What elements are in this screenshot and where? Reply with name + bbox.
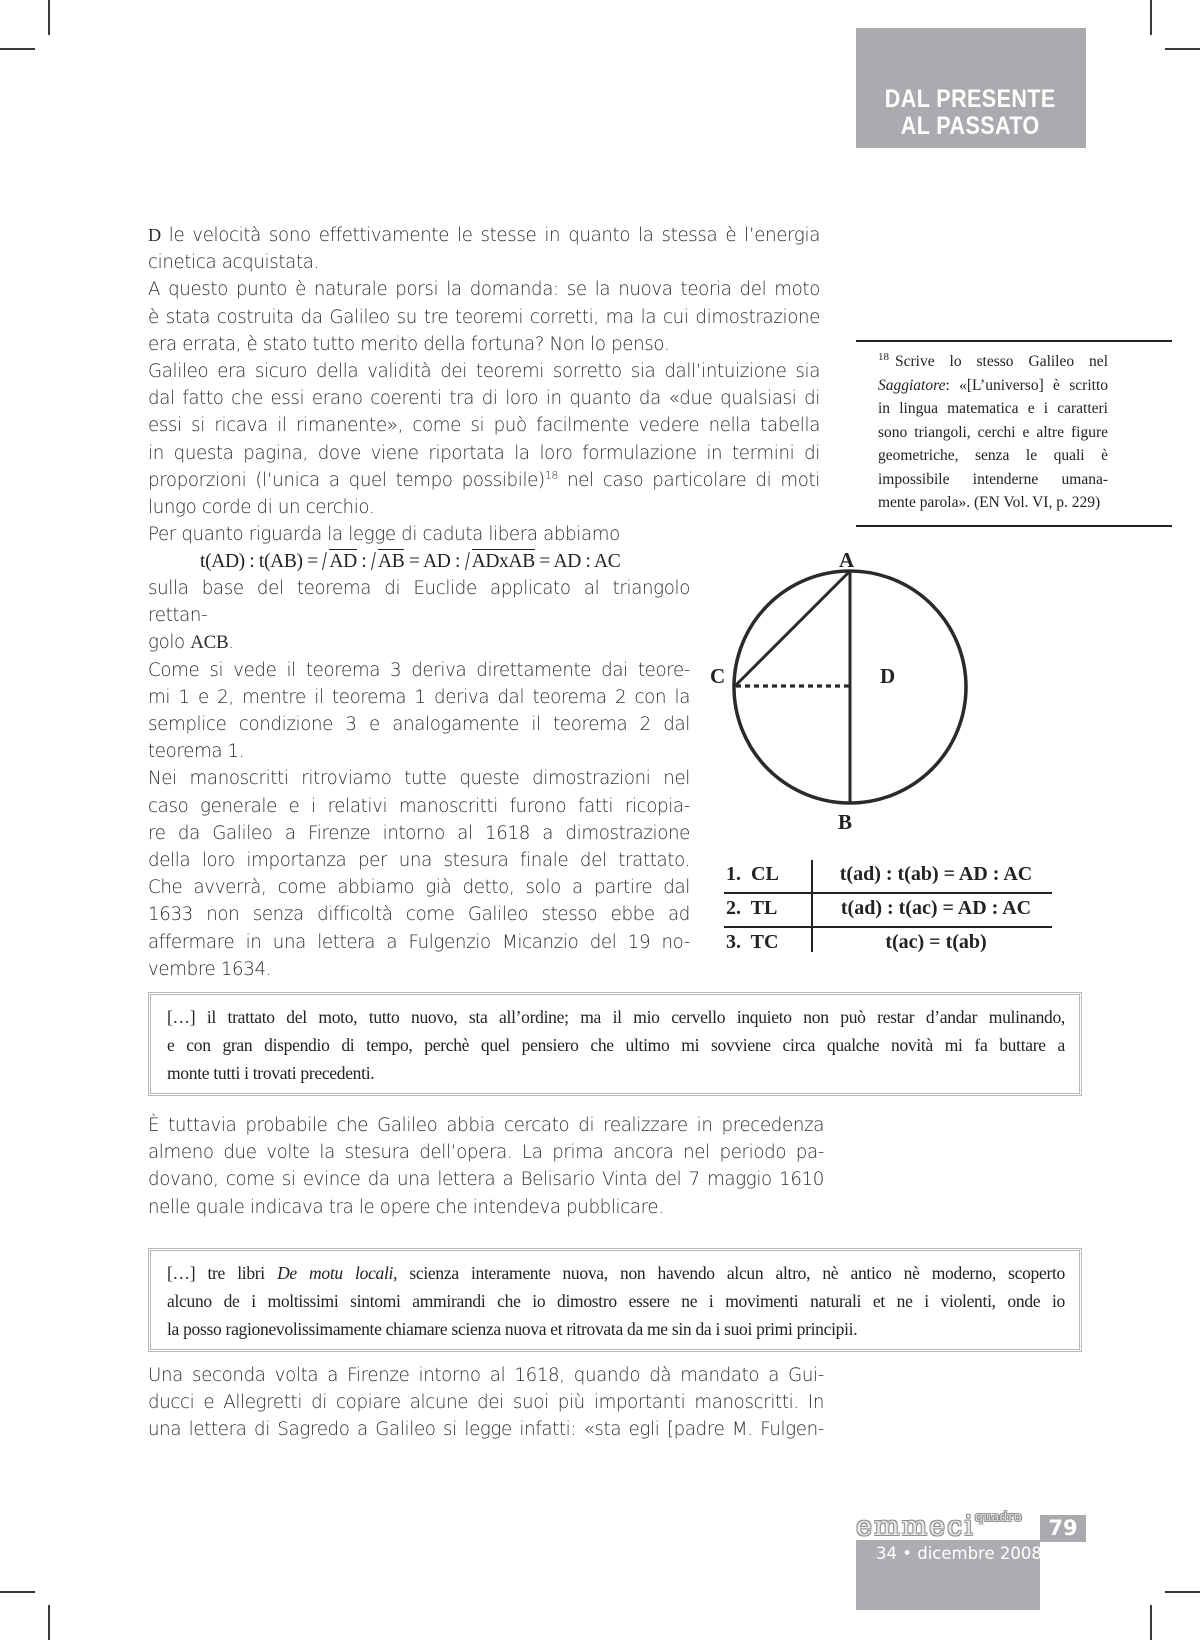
text-span: proporzioni (l’unica a quel tempo possibile) [148, 469, 545, 491]
text-line: caso generale e i relativi manoscritti furono fatti ricopia- [148, 795, 690, 817]
theorem-formula: t(ac) = t(ab) [885, 931, 987, 953]
text-line [148, 467, 820, 494]
section-title [885, 86, 1056, 140]
text-line: dal fatto che essi erano coerenti tra di loro in quanto da «due qualsiasi di [148, 388, 820, 410]
footnote-line [878, 350, 1108, 374]
footnote-line: sono triangoli, cerchi e altre figure [878, 423, 1108, 441]
footnote-line: in lingua matematica e i caratteri [878, 400, 1108, 417]
main-text-narrow [148, 575, 690, 983]
footnote-line [878, 374, 1108, 398]
table-row [724, 860, 1052, 894]
text-span: Scrive lo stesso Galileo nel [895, 353, 1108, 370]
quote-text [151, 1251, 1079, 1351]
point-label-b: B [838, 810, 853, 834]
point-label-a: A [839, 548, 855, 572]
text-line: mi 1 e 2, mentre il teorema 1 deriva dal teorema 2 con la [148, 686, 690, 708]
quote-line: alcuno de i moltissimi sintomi ammirandi che io dimostro essere ne i movimenti naturali et ne i violenti, onde io [167, 1291, 1065, 1311]
magazine-logo [856, 1510, 1022, 1542]
text-span: nel caso particolare di moti [558, 469, 820, 491]
main-text-p8 [148, 1362, 824, 1444]
text-line: Come si vede il teorema 3 deriva direttamente dai teore- [148, 659, 690, 681]
sqrt-symbol [322, 548, 356, 575]
text-line: almeno due volte la stesura dell’opera. La prima ancora nel periodo pa- [148, 1142, 824, 1164]
logo-text: emmeci [856, 1511, 975, 1542]
formula-part: = AD : [404, 551, 465, 573]
dropcap-letter: D [148, 225, 161, 245]
theorem-table [724, 860, 1052, 960]
crop-mark [48, 1605, 50, 1640]
quote-line: monte tutti i trovati precedenti. [167, 1063, 375, 1083]
formula-part: : [356, 551, 371, 573]
text-line: vembre 1634. [148, 958, 272, 980]
triangle-label: ACB [190, 632, 229, 654]
footnote-line: mente parola». (EN Vol. VI, p. 229) [878, 494, 1101, 511]
formula-part: t(AD) : t(AB) = [200, 551, 323, 573]
table-row [724, 928, 1052, 960]
text-line: È tuttavia probabile che Galileo abbia cercato di realizzare in precedenza [148, 1115, 824, 1136]
text-span: , scienza interamente nuova, non havendo alcun altro, nè antico nè moderno, scoperto [393, 1263, 1065, 1283]
sqrt-symbol [371, 548, 404, 575]
text-line: 1633 non senza difficoltà come Galileo stesso ebbe ad [148, 904, 690, 926]
text-line: A questo punto è naturale porsi la domanda: se la nuova teoria del moto [148, 279, 820, 301]
quote-box-2 [148, 1248, 1082, 1352]
theorem-label: 1. CL [726, 863, 779, 885]
theorem-label: 2. TL [726, 897, 778, 919]
formula-part: ADxAB [471, 551, 535, 573]
section-title-line2: AL PASSATO [901, 112, 1041, 140]
text-line: sulla base del teorema di Euclide applicato al triangolo rettan- [148, 578, 690, 627]
footnote-text [878, 350, 1108, 515]
formula-part: AD [329, 551, 357, 573]
text-line: affermare in una lettera a Fulgenzio Micanzio del 19 no- [148, 931, 690, 953]
table-column-divider [811, 860, 813, 952]
text-span: le velocità sono effettivamente le stesse in quanto la stessa è l’energia [160, 225, 820, 246]
circle-chord-diagram [700, 540, 990, 840]
formula-part: AB [377, 551, 405, 573]
text-line: nelle quale indicava tra le opere che intendeva pubblicare. [148, 1196, 664, 1218]
footnote-line: geometriche, senza le quali è [878, 447, 1108, 464]
quote-line: […] il trattato del moto, tutto nuovo, sta all’ordine; ma il mio cervello inquieto non può restar d’andar mulinando, [167, 1007, 1065, 1027]
text-line: lungo corde di un cerchio. [148, 497, 375, 519]
text-line: è stata costruita da Galileo su tre teoremi corretti, ma la cui dimostrazione [148, 306, 820, 328]
text-line: Galileo era sicuro della validità dei teoremi sorretto sia dall’intuizione sia [148, 361, 820, 383]
crop-mark [1150, 0, 1152, 35]
book-title: De motu locali [277, 1263, 394, 1283]
quote-line [167, 1259, 1065, 1287]
text-line [148, 222, 820, 249]
crop-mark [1150, 1605, 1152, 1640]
section-header [856, 28, 1086, 148]
table-row [724, 894, 1052, 928]
section-title-line1: DAL PRESENTE [885, 85, 1056, 113]
text-line: essi si ricava il rimanente», come si può facilmente vedere nella tabella [148, 415, 820, 437]
crop-mark [1165, 48, 1200, 50]
point-label-d: D [880, 664, 896, 688]
text-span: : «[L’universo] è scritto [945, 376, 1108, 394]
text-line: semplice condizione 3 e analogamente il teorema 2 dal [148, 714, 690, 736]
sqrt-symbol [465, 548, 535, 575]
quote-line: la posso ragionevolissimamente chiamare scienza nuova et ritrovata da me sin da i suoi primi principii. [167, 1319, 858, 1339]
page-number: 79 [1040, 1515, 1086, 1542]
text-line: era errata, è stato tutto merito della fortuna? Non lo penso. [148, 333, 670, 355]
text-line: ducci e Allegretti di copiare alcune dei suoi più importanti manoscritti. In [148, 1392, 824, 1414]
quote-line: e con gran dispendio di tempo, perchè quel pensiero che ultimo mi sovviene circa qualche novità mi fa buttare a [167, 1035, 1065, 1055]
footnote-18 [856, 340, 1172, 527]
text-line: Per quanto riguarda la legge di caduta libera abbiamo [148, 524, 620, 546]
theorem-formula: t(ad) : t(ac) = AD : AC [840, 897, 1032, 919]
quote-box-1 [148, 992, 1082, 1096]
point-label-c: C [710, 664, 726, 688]
text-line: una lettera di Sagredo a Galileo si legge infatti: «sta egli [padre M. Fulgen- [148, 1419, 824, 1441]
text-line: re da Galileo a Firenze intorno al 1618 a dimostrazione [148, 822, 690, 844]
crop-mark [1165, 1591, 1200, 1593]
main-text-p7 [148, 1112, 824, 1221]
book-title: Saggiatore [878, 376, 946, 394]
text-line: Nei manoscritti ritroviamo tutte queste dimostrazioni nel [148, 768, 690, 790]
crop-mark [48, 0, 50, 35]
text-line: Una seconda volta a Firenze intorno al 1618, quando dà mandato a Gui- [148, 1365, 824, 1386]
text-span: golo [148, 632, 191, 654]
text-line: in questa pagina, dove viene riportata la loro formulazione in termini di [148, 442, 820, 464]
text-line [148, 629, 690, 656]
footnote-ref-18[interactable]: 18 [544, 468, 559, 482]
text-line: cinetica acquistata. [148, 252, 319, 274]
text-line: dovano, come si evince da una lettera a Belisario Vinta del 7 maggio 1610 [148, 1169, 824, 1191]
main-text-upper [148, 222, 820, 575]
footnote-line: impossibile intenderne umana- [878, 470, 1108, 488]
issue-date: 34 • dicembre 2008 [876, 1544, 1042, 1563]
text-line: teorema 1. [148, 741, 245, 763]
formula-part: = AD : AC [534, 551, 621, 573]
footnote-number: 18 [878, 350, 889, 363]
theorem-label: 3. TC [726, 931, 779, 953]
text-line: Che avverrà, come abbiamo già detto, solo a partire dal [148, 877, 690, 899]
text-span: . [228, 632, 234, 654]
quote-text [151, 995, 1079, 1095]
logo-sup: quadro [974, 1510, 1022, 1525]
crop-mark [0, 48, 35, 50]
text-line: della loro importanza per una stesura finale del trattato. [148, 850, 690, 872]
theorem-formula: t(ad) : t(ab) = AD : AC [839, 863, 1033, 885]
text-span: […] tre libri [167, 1263, 278, 1283]
crop-mark [0, 1591, 35, 1593]
